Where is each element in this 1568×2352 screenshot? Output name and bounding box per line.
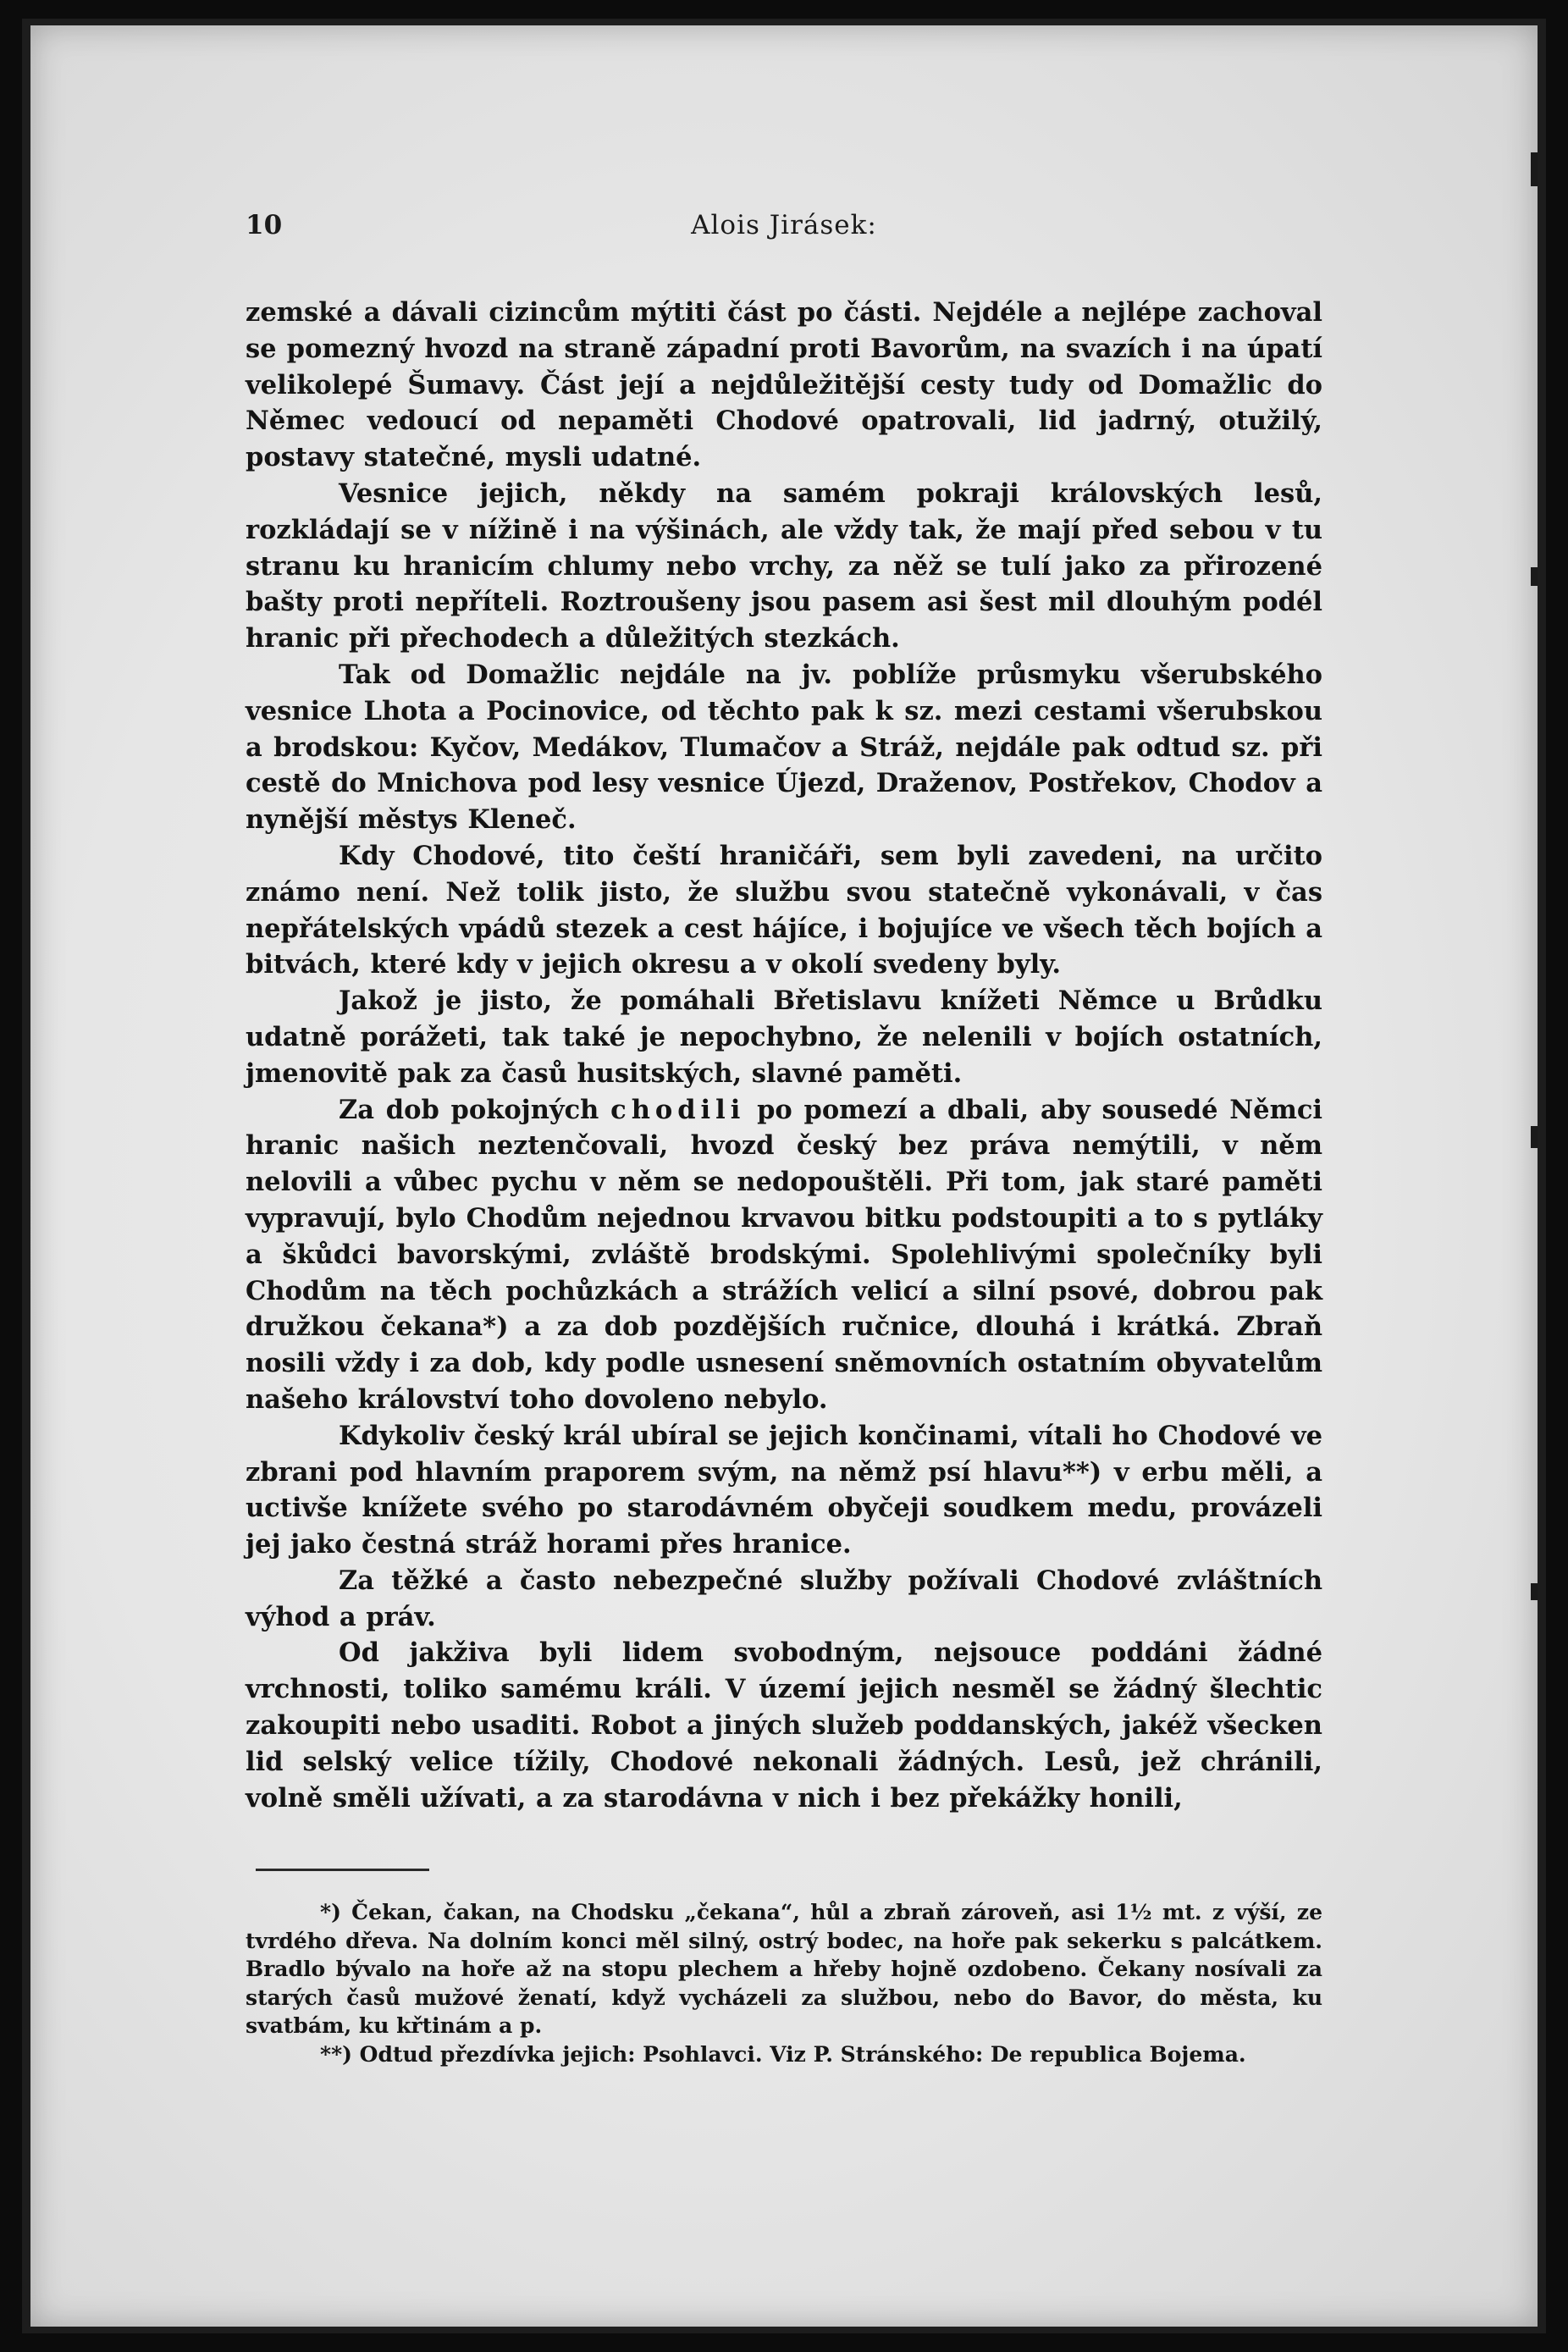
paragraph: Vesnice jejich, někdy na samém pokraji královských lesů, rozkládají se v nížině i na výšinách, ale vždy tak, že mají před sebou v tu stranu ku hranicím chlumy nebo vrchy, za něž se tulí jako za přirozené bašty proti nepříteli. Roztroušeny jsou pasem asi šest mil dlouhým podél hranic při přechodech a důležitých stezkách. <box>246 478 1322 654</box>
footnote: **) Odtud přezdívka jejich: Psohlavci. Viz P. Stránského: De republica Bojema. <box>320 2041 1246 2067</box>
page-number: 10 <box>246 210 283 240</box>
edge-mark <box>1531 567 1538 586</box>
emphasized-word: chodili <box>610 1094 746 1125</box>
scan-frame-right <box>1546 0 1568 2352</box>
paragraph: Kdykoliv český král ubíral se jejich končinami, vítali ho Chodové ve zbrani pod hlavním praporem svým, na němž psí hlavu**) v erbu měli, a uctivše knížete svého po starodávném obyčeji soudkem medu, provázeli jej jako čestná stráž horami přes hranice. <box>246 1420 1322 1560</box>
edge-mark <box>1531 1583 1538 1600</box>
footnote-divider <box>256 1869 429 1871</box>
paragraph: zemské a dávali cizincům mýtiti část po části. Nejdéle a nejlépe zachoval se pomezný hvozd na straně západní proti Bavorům, na svazích i na úpatí velikolepé Šumavy. Část její a nejdůležitější cesty tudy od Domažlic do Němec vedoucí od nepaměti Chodové opatrovali, lid jadrný, otužilý, postavy statečné, mysli udatné. <box>246 297 1322 473</box>
paragraph: Tak od Domažlic nejdále na jv. poblíže průsmyku všerubského vesnice Lhota a Pocinovice, od těchto pak k sz. mezi cestami všerubskou a brodskou: Kyčov, Medákov, Tlumačov a Stráž, nejdále pak odtud sz. při cestě do Mnichova pod lesy vesnice Újezd, Draženov, Postřekov, Chodov a nynější městys Kleneč. <box>246 659 1322 836</box>
paragraph: Za těžké a často nebezpečné služby požívali Chodové zvláštních výhod a práv. <box>246 1565 1322 1632</box>
scan-frame-top <box>0 0 1568 19</box>
edge-mark <box>1531 1126 1538 1148</box>
scan-frame-bottom <box>0 2333 1568 2352</box>
running-head-author: Alois Jirásek: <box>691 210 877 240</box>
scan-frame-left <box>0 0 22 2352</box>
footnotes <box>246 1898 1322 2068</box>
edge-mark <box>1531 152 1538 186</box>
paragraph: Od jakživa byli lidem svobodným, nejsouce poddáni žádné vrchnosti, toliko samému králi. V území jejich nesměl se žádný šlechtic zakoupiti nebo usaditi. Robot a jiných služeb poddanských, jakéž všecken lid selský velice tížily, Chodové nekonali žádných. Lesů, jež chránili, volně směli užívati, a za starodávna v nich i bez překážky honili, <box>246 1637 1322 1814</box>
body-text <box>246 295 1322 1816</box>
running-head <box>246 210 1322 251</box>
footnote: *) Čekan, čakan, na Chodsku „čekana“, hůl a zbraň zároveň, asi 1½ mt. z výší, ze tvrdého dřeva. Na dolním konci měl silný, ostrý bodec, na hoře pak sekerku s palcátkem. Bradlo bývalo na hoře až na stopu plechem a hřeby hojně ozdobeno. Čekany nosívali za starých časů mužové ženatí, když vycházeli za službou, nebo do Bavor, do města, ku svatbám, ku křtinám a p. <box>246 1900 1322 2038</box>
paragraph-text: Za dob pokojných <box>339 1094 599 1125</box>
paragraph: Kdy Chodové, tito čeští hraničáři, sem byli zavedeni, na určito známo není. Než tolik jisto, že službu svou statečně vykonávali, v čas nepřátelských vpádů stezek a cest hájíce, i bojujíce ve všech těch bojích a bitvách, které kdy v jejich okresu a v okolí svedeny byly. <box>246 840 1322 980</box>
paragraph-text: po pomezí a dbali, aby sousedé Němci hranic našich neztenčovali, hvozd český bez práva nemýtili, v něm nelovili a vůbec pychu v něm se nedopouštěli. Při tom, jak staré paměti vypravují, bylo Chodům nejednou krvavou bitku podstoupiti a to s pytláky a škůdci bavorskými, zvláště brodskými. Spolehlivými společníky byli Chodům na těch pochůzkách a strážích velicí a silní psové, dobrou pak družkou čekana*) a za dob pozdějších ručnice, dlouhá i krátká. Zbraň nosili vždy i za dob, kdy podle usnesení sněmovních ostatním obyvatelům našeho království toho dovoleno nebylo. <box>246 1094 1323 1415</box>
paragraph: Jakož je jisto, že pomáhali Břetislavu knížeti Němce u Brůdku udatně porážeti, tak také je nepochybno, že nelenili v bojích ostatních, jmenovitě pak za časů husitských, slavné paměti. <box>246 986 1322 1089</box>
paragraph <box>246 1092 1322 1418</box>
